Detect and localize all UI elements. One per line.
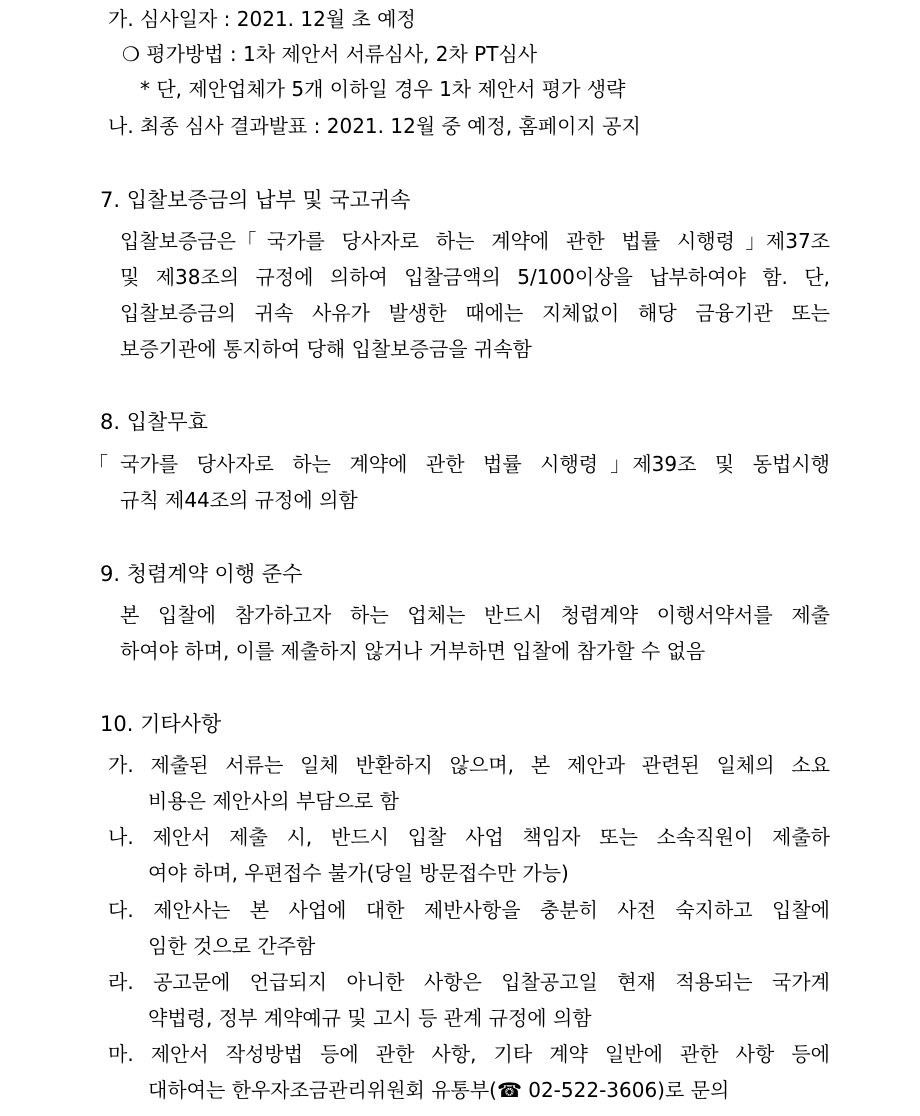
- eval-method-line: ❍ 평가방법 : 1차 제안서 서류심사, 2차 PT심사: [122, 42, 538, 66]
- section9-title: 9. 청렴계약 이행 준수: [100, 562, 303, 586]
- section7-line-2: 및 제38조의 규정에 의하여 입찰금액의 5/100이상을 납부하여야 함. 단,: [120, 265, 830, 289]
- section10-item-4-line-1: 라. 공고문에 언급되지 아니한 사항은 입찰공고일 현재 적용되는 국가계: [108, 970, 830, 994]
- section10-title: 10. 기타사항: [100, 712, 222, 736]
- section7-title: 7. 입찰보증금의 납부 및 국고귀속: [100, 188, 411, 212]
- section10-item-2-line-2: 여야 하며, 우편접수 불가(당일 방문접수만 가능): [148, 861, 569, 885]
- section7-line-4: 보증기관에 통지하여 당해 입찰보증금을 귀속함: [120, 337, 532, 361]
- section9-line-1: 본 입찰에 참가하고자 하는 업체는 반드시 청렴계약 이행서약서를 제출: [120, 603, 830, 627]
- section8-line-2: 규칙 제44조의 규정에 의함: [120, 488, 358, 512]
- section10-item-3-line-1: 다. 제안사는 본 사업에 대한 제반사항을 충분히 사전 숙지하고 입찰에: [108, 898, 830, 922]
- section10-item-5-line-2: 대하여는 한우자조금관리위원회 유통부(☎ 02-522-3606)로 문의: [148, 1078, 730, 1102]
- section9-line-2: 하여야 하며, 이를 제출하지 않거나 거부하면 입찰에 참가할 수 없음: [120, 639, 706, 663]
- section10-item-3-line-2: 임한 것으로 간주함: [148, 934, 316, 958]
- section7-line-3: 입찰보증금의 귀속 사유가 발생한 때에는 지체없이 해당 금융기관 또는: [120, 301, 830, 325]
- announce-line: 나. 최종 심사 결과발표 : 2021. 12월 중 예정, 홈페이지 공지: [108, 114, 641, 138]
- eval-note-line: * 단, 제안업체가 5개 이하일 경우 1차 제안서 평가 생략: [140, 77, 626, 101]
- section7-line-1: 입찰보증금은｢국가를 당사자로 하는 계약에 관한 법률 시행령｣제37조: [120, 229, 830, 253]
- section8-title: 8. 입찰무효: [100, 410, 208, 434]
- review-date-line: 가. 심사일자 : 2021. 12월 초 예정: [108, 7, 416, 31]
- section10-item-1-line-1: 가. 제출된 서류는 일체 반환하지 않으며, 본 제안과 관련된 일체의 소요: [108, 753, 830, 777]
- section10-item-1-line-2: 비용은 제안사의 부담으로 함: [148, 789, 399, 813]
- section8-line-1: ｢국가를 당사자로 하는 계약에 관한 법률 시행령｣제39조 및 동법시행: [98, 452, 830, 476]
- section10-item-4-line-2: 약법령, 정부 계약예규 및 고시 등 관계 규정에 의함: [148, 1006, 592, 1030]
- section10-item-2-line-1: 나. 제안서 제출 시, 반드시 입찰 사업 책임자 또는 소속직원이 제출하: [108, 825, 830, 849]
- section10-item-5-line-1: 마. 제안서 작성방법 등에 관한 사항, 기타 계약 일반에 관한 사항 등에: [108, 1042, 830, 1066]
